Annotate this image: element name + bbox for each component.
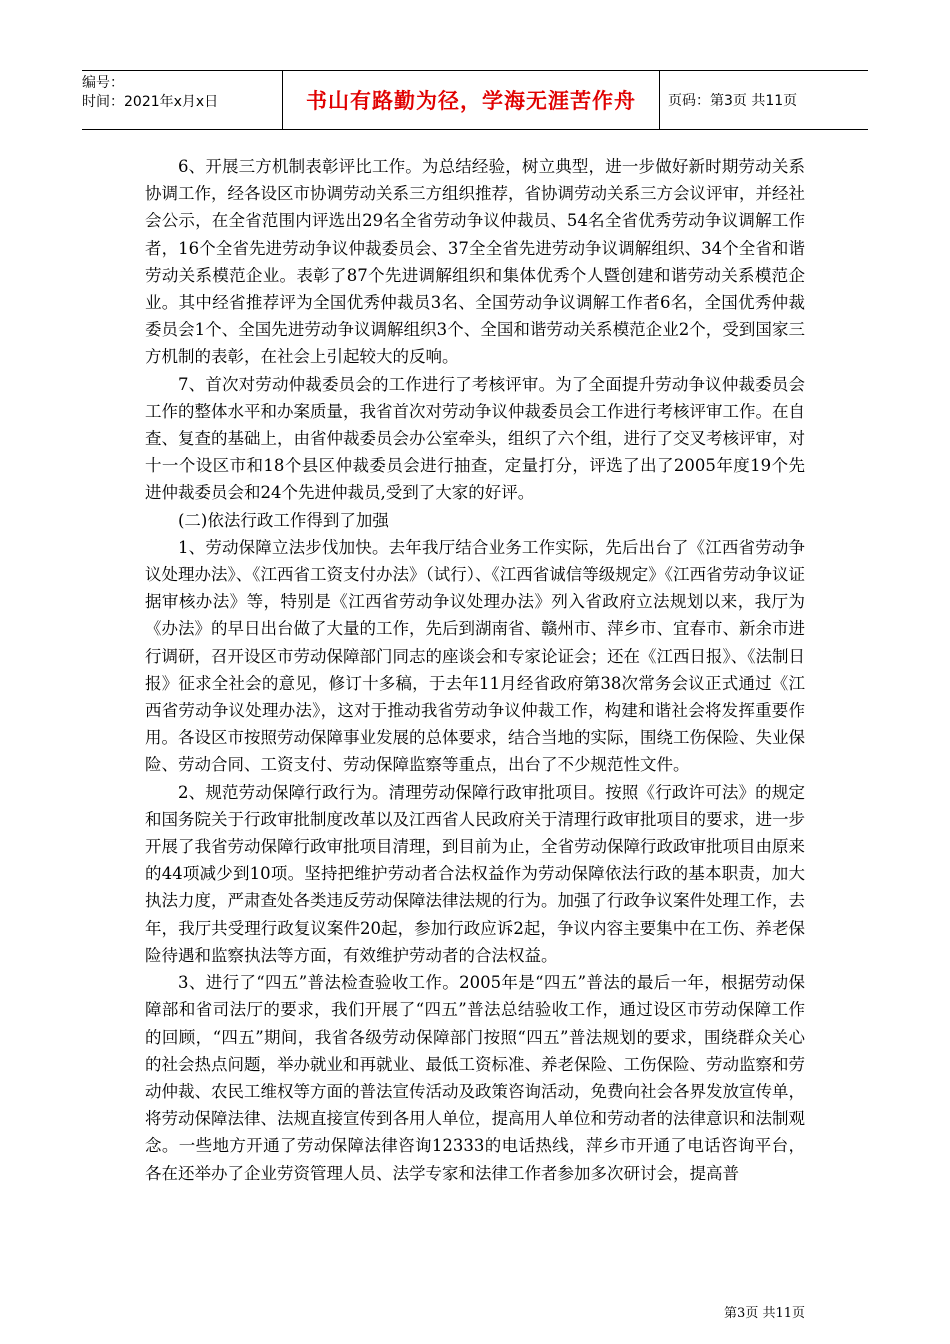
document-date-label: 时间：2021年x月x日 [82,94,219,110]
paragraph: 2、规范劳动保障行政行为。清理劳动保障行政审批项目。按照《行政许可法》的规定和国务院关于行政审批制度改革以及江西省人民政府关于清理行政审批项目的要求，进一步开展了我省劳动保障行政审批项目清理，到目前为止，全省劳动保障行政政审批项目由原来的44项减少到10项。坚持把维护劳动者合法权益作为劳动保障依法行政的基本职责，加大执法力度，严肃查处各类违反劳动保障法律法规的行为。加强了行政争议案件处理工作，去年，我厅共受理行政复议案件20起，参加行政应诉2起，争议内容主要集中在工伤、养老保险待遇和监察执法等方面，有效维护劳动者的合法权益。 [145,782,805,965]
document-body [145,153,805,1187]
page-header [82,70,868,130]
header-motto: 书山有路勤为径，学海无涯苦作舟 [282,71,660,129]
header-meta [82,71,282,129]
section-heading: (二)依法行政工作得到了加强 [178,510,389,530]
paragraph: 3、进行了“四五”普法检查验收工作。2005年是“四五”普法的最后一年，根据劳动保障部和省司法厅的要求，我们开展了“四五”普法总结验收工作，通过设区市劳动保障工作的回顾，“四五”期间，我省各级劳动保障部门按照“四五”普法规划的要求，围绕群众关心的社会热点问题，举办就业和再就业、最低工资标准、养老保险、工伤保险、劳动监察和劳动仲裁、农民工维权等方面的普法宣传活动及政策咨询活动，免费向社会各界发放宣传单，将劳动保障法律、法规直接宣传到各用人单位，提高用人单位和劳动者的法律意识和法制观念。一些地方开通了劳动保障法律咨询12333的电话热线，萍乡市开通了电话咨询平台，各在还举办了企业劳资管理人员、法学专家和法律工作者参加多次研讨会，提高普 [145,973,805,1183]
paragraph: 6、开展三方机制表彰评比工作。为总结经验，树立典型，进一步做好新时期劳动关系协调工作，经各设区市协调劳动关系三方组织推荐，省协调劳动关系三方会议评审，并经社会公示，在全省范围内评选出29名全省劳动争议仲裁员、54名全省优秀劳动争议调解工作者，16个全省先进劳动争议仲裁委员会、37全全省先进劳动争议调解组织、34个全省和谐劳动关系模范企业。表彰了87个先进调解组织和集体优秀个人暨创建和谐劳动关系模范企业。其中经省推荐评为全国优秀仲裁员3名、全国劳动争议调解工作者6名，全国优秀仲裁委员会1个、全国先进劳动争议调解组织3个、全国和谐劳动关系模范企业2个，受到国家三方机制的表彰，在社会上引起较大的反响。 [145,157,805,367]
header-page-code: 页码：第3页 共11页 [668,93,798,109]
page-footer: 第3页 共11页 [724,1306,805,1321]
paragraph: 1、劳动保障立法步伐加快。去年我厅结合业务工作实际，先后出台了《江西省劳动争议处理办法》、《江西省工资支付办法》（试行）、《江西省诚信等级规定》《江西省劳动争议证据审核办法》等，特别是《江西省劳动争议处理办法》列入省政府立法规划以来，我厅为《办法》的早日出台做了大量的工作，先后到湖南省、赣州市、萍乡市、宜春市、新余市进行调研，召开设区市劳动保障部门同志的座谈会和专家论证会；还在《江西日报》、《法制日报》征求全社会的意见，修订十多稿，于去年11月经省政府第38次常务会议正式通过《江西省劳动争议处理办法》，这对于推动我省劳动争议仲裁工作，构建和谐社会将发挥重要作用。各设区市按照劳动保障事业发展的总体要求，结合当地的实际，围绕工伤保险、失业保险、劳动合同、工资支付、劳动保障监察等重点，出台了不少规范性文件。 [145,537,805,775]
paragraph: 7、首次对劳动仲裁委员会的工作进行了考核评审。为了全面提升劳动争议仲裁委员会工作的整体水平和办案质量，我省首次对劳动争议仲裁委员会工作进行考核评审工作。在自查、复查的基础上，由省仲裁委员会办公室牵头，组织了六个组，进行了交叉考核评审，对十一个设区市和18个县区仲裁委员会进行抽查，定量打分，评选了出了2005年度19个先进仲裁委员会和24个先进仲裁员,受到了大家的好评。 [145,374,805,503]
document-number-label: 编号： [82,75,124,91]
